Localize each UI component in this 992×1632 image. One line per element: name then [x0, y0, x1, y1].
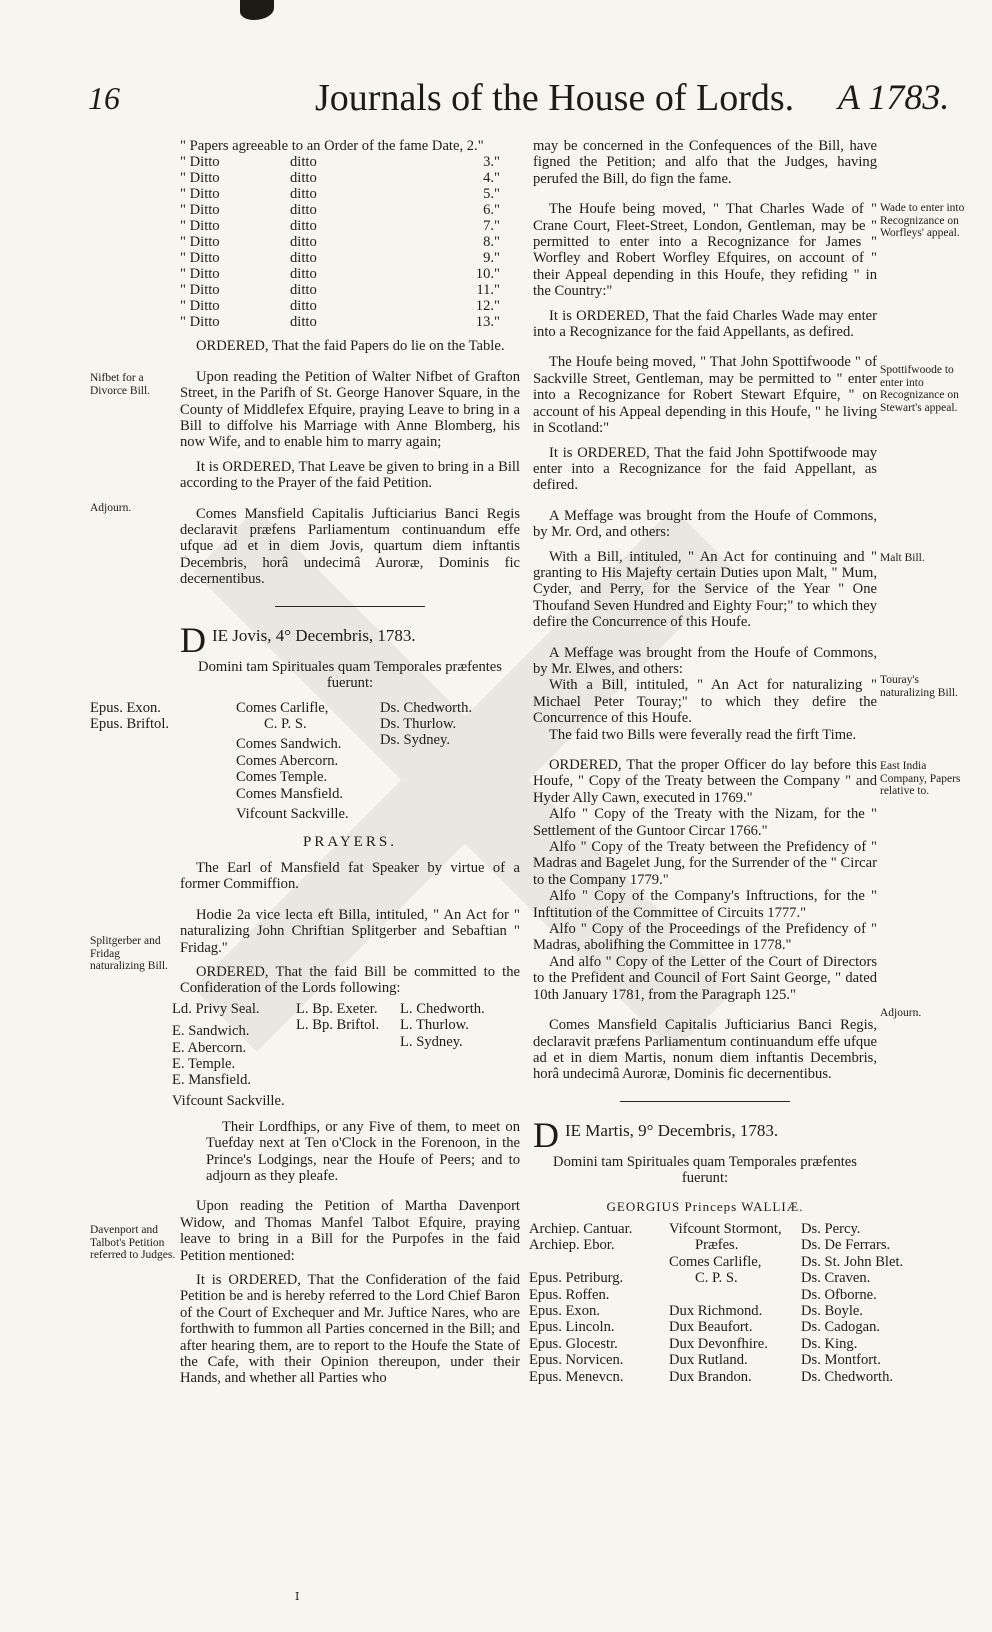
ditto-row — [180, 154, 520, 170]
ditto-cell: " Ditto — [180, 282, 220, 299]
committee-col-1 — [172, 1001, 285, 1109]
ditto-cell: " Ditto — [180, 250, 220, 267]
attendee: Dux Rutland. — [669, 1352, 748, 1369]
attendee: Comes Temple. — [236, 769, 328, 786]
margin-note-wade: Wade to enter into Recognizance on Worfleys' appeal. — [880, 202, 965, 239]
margin-note-east-india: East India Company, Papers relative to. — [880, 760, 961, 797]
wade-order: It is ORDERED, That the faid Charles Wade may enter into a Recognizance for the faid Appellants, as defired. — [533, 307, 877, 341]
ordered-lie: ORDERED, That the faid Papers do lie on the Table. — [196, 338, 505, 355]
attendee: Epus. Roffen. — [529, 1286, 610, 1303]
attendance-list-2 — [529, 1220, 904, 1391]
attendee: Dux Devonfhire. — [669, 1335, 768, 1352]
committee-member: Ld. Privy Seal. — [172, 1000, 260, 1017]
ditto-cell: ditto — [290, 250, 317, 267]
ditto-row — [180, 298, 520, 314]
ditto-cell: 3." — [483, 154, 500, 171]
ditto-cell: 13." — [475, 314, 500, 331]
committee-col-2 — [296, 1001, 379, 1034]
committee-member: L. Thurlow. — [400, 1017, 469, 1034]
attendee: Ds. Montfort. — [801, 1352, 881, 1369]
attendee: C. P. S. — [264, 715, 307, 732]
die-martis-text: IE Martis, 9° Decembris, 1783. — [565, 1120, 779, 1140]
attendee: Præfes. — [695, 1237, 739, 1254]
ditto-row — [180, 266, 520, 282]
continuation-paragraph: may be concerned in the Confequences of the Bill, have figned the Petition; and alfo that the Judges, having perufed the Bill, do fign the fame. — [533, 138, 877, 187]
ditto-cell: " Ditto — [180, 186, 220, 203]
attendee: Ds. Cadogan. — [801, 1319, 881, 1336]
attendee: Epus. Lincoln. — [529, 1319, 615, 1336]
attendee — [529, 1254, 632, 1270]
attendee: Ds. St. John Blet. — [801, 1253, 904, 1270]
committee-col-3 — [400, 1001, 485, 1050]
attendee: Epus. Norvicen. — [529, 1352, 624, 1369]
committee-member: E. Sandwich. — [172, 1023, 250, 1040]
domini-line-2: Domini tam Spirituales quam Temporales præfentes fuerunt: — [553, 1153, 857, 1187]
nisbet-order: It is ORDERED, That Leave be given to bring in a Bill according to the Prayer of the faid Petition. — [180, 458, 520, 492]
message-elwes: A Meffage was brought from the Houfe of Commons, by Mr. Elwes, and others: — [533, 644, 877, 677]
attendee: Ds. King. — [801, 1335, 858, 1352]
attendee: Dux Brandon. — [669, 1368, 752, 1385]
attendee: Archiep. Ebor. — [529, 1237, 615, 1254]
ditto-row — [180, 250, 520, 266]
attendee: Epus. Glocestr. — [529, 1335, 618, 1352]
ditto-cell: ditto — [290, 218, 317, 235]
margin-note-adjourn-right: Adjourn. — [880, 1007, 922, 1019]
attendee: Comes Abercorn. — [236, 752, 339, 769]
attendance-list-1 — [90, 699, 520, 824]
attendee: Comes Mansfield. — [236, 785, 344, 802]
ditto-cell: ditto — [290, 266, 317, 283]
attendance-2-col-3 — [801, 1221, 903, 1385]
committee-member: Vifcount Sackville. — [172, 1092, 285, 1109]
margin-note-spottiswoode: Spottifwoode to enter into Recognizance on Stewart's appeal. — [880, 364, 959, 414]
ink-blot — [240, 0, 274, 20]
east-india-item-4: Alfo " Copy of the Company's Inftructions, for the " Inftitution of the Committee of Circuits 1777." — [533, 888, 877, 921]
adjournment-2: Comes Mansfield Capitalis Jufticiarius Banci Regis, declaravit præfens Parliamentum continuandum effe ufque ad et in diem Martis, nonum diem inftantis Decembris, horâ undecimâ Auroræ, Dominis fic decernentibus. — [533, 1017, 877, 1083]
ditto-row — [180, 282, 520, 298]
malt-bill-paragraph: With a Bill, intituled, " An Act for continuing and " granting to His Majefty certain Duties upon Malt, " Mum, Cyder, and Perry, for the Service of the Year " One Thoufand Seven Hundred and Eighty Four;" to which they defire the Concurrence of this Houfe. — [533, 548, 877, 631]
ditto-row — [180, 218, 520, 234]
ditto-cell: " Ditto — [180, 218, 220, 235]
attendee: Dux Richmond. — [669, 1302, 763, 1319]
ditto-cell: ditto — [290, 154, 317, 171]
page-title: Journals of the House of Lords. — [315, 77, 795, 119]
committee-member: L. Chedworth. — [400, 1000, 485, 1017]
attendee: Ds. De Ferrars. — [801, 1237, 891, 1254]
margin-note-adjourn: Adjourn. — [90, 502, 132, 514]
east-india-item-3: Alfo " Copy of the Treaty between the Prefidency of " Madras and Bagelet Jung, for the Surrender of the " Circar to the Company 1779." — [533, 839, 877, 888]
drop-cap: D — [533, 1114, 559, 1155]
ditto-row — [180, 202, 520, 218]
attendee: Comes Carlifle, — [236, 699, 329, 716]
ditto-cell: 12." — [475, 298, 500, 315]
spottiswoode-moved: The Houfe being moved, " That John Spottifwoode " of Sackville Street, Gentleman, may be permitted to " enter into a Recognizance for Robert Stewart Efquire, " on account of his Appeal depending in this Houfe, " he living in Scotland:" — [533, 354, 877, 437]
committee-member: L. Bp. Exeter. — [296, 1000, 378, 1017]
die-jovis-text: IE Jovis, 4° Decembris, 1783. — [212, 625, 416, 645]
section-rule — [620, 1101, 790, 1102]
page-number: 16 — [88, 80, 120, 116]
margin-note-touray: Touray's naturalizing Bill. — [880, 674, 958, 699]
attendee: Archiep. Cantuar. — [529, 1220, 633, 1237]
ditto-cell: 4." — [483, 170, 500, 187]
ditto-cell: 10." — [475, 266, 500, 283]
attendee: Vifcount Sackville. — [236, 805, 349, 822]
ditto-cell: " Ditto — [180, 202, 220, 219]
ditto-cell: ditto — [290, 314, 317, 331]
attendee: Epus. Petriburg. — [529, 1270, 624, 1287]
ditto-cell: 6." — [483, 202, 500, 219]
ditto-cell: ditto — [290, 186, 317, 203]
ditto-cell: " Ditto — [180, 170, 220, 187]
committee-member: E. Mansfield. — [172, 1072, 252, 1089]
attendee: Ds. Percy. — [801, 1220, 861, 1237]
attendee: Ds. Boyle. — [801, 1302, 864, 1319]
attendee — [669, 1287, 782, 1303]
ditto-cell: 5." — [483, 186, 500, 203]
signature-mark: I — [295, 1590, 300, 1603]
ditto-cell: ditto — [290, 282, 317, 299]
committee-member: E. Temple. — [172, 1055, 236, 1072]
committed-paragraph: ORDERED, That the faid Bill be committed to the Confideration of the Lords following: — [180, 963, 520, 997]
die-jovis-heading — [180, 619, 520, 660]
east-india-item-6: And alfo " Copy of the Letter of the Court of Directors to the Prefident and Council of Fort Saint George, " dated 10th January 1781, from the Paragraph 125." — [533, 953, 877, 1003]
ditto-cell: 7." — [483, 218, 500, 235]
attendance-2-col-1 — [529, 1221, 632, 1385]
attendance-2-col-2 — [669, 1221, 782, 1385]
attendee: Ds. Thurlow. — [380, 715, 457, 732]
ditto-list — [180, 154, 520, 330]
margin-note-nisbet: Nifbet for a Divorce Bill. — [90, 372, 151, 397]
margin-note-malt: Malt Bill. — [880, 552, 925, 564]
attendee: Epus. Briftol. — [90, 715, 170, 732]
ditto-cell: " Ditto — [180, 298, 220, 315]
davenport-order: It is ORDERED, That the Confideration of the faid Petition be and is hereby referred to the Lord Chief Baron of the Court of Exchequer and Mr. Juftice Nares, who are forthwith to fummon all Parties concerned in the Bill; and after hearing them, are to report to the Houfe the State of the Cafe, with their Opinion thereupon, under their Hands, and whether all Parties who — [180, 1272, 520, 1387]
ditto-cell: ditto — [290, 170, 317, 187]
their-lordships-paragraph: Their Lordfhips, or any Five of them, to meet on Tuefday next at Ten o'Clock in the Forenoon, in the Prince's Lodgings, near the Houfe of Peers; and to adjourn as they pleafe. — [206, 1118, 520, 1184]
ditto-cell: ditto — [290, 234, 317, 251]
attendee: Epus. Exon. — [90, 699, 161, 716]
ditto-cell: " Ditto — [180, 154, 220, 171]
section-rule — [275, 606, 425, 607]
attendee: Ds. Chedworth. — [801, 1368, 894, 1385]
ditto-cell: 9." — [483, 250, 500, 267]
read-first-time: The faid two Bills were feverally read the firft Time. — [549, 726, 857, 743]
wade-moved: The Houfe being moved, " That Charles Wade of " Crane Court, Fleet-Street, London, Gentleman, may be " permitted to enter into a Recognizance for James " Worfley and Robert Worfley Efquires, on account of " their Appeal depending in this Houfe, they refiding " in the Country:" — [533, 201, 877, 300]
ditto-cell: ditto — [290, 298, 317, 315]
attendance-1-col-2 — [236, 700, 349, 823]
page-year: A 1783. — [838, 77, 950, 117]
margin-note-splitgerber: Splitgerber and Fridag naturalizing Bill. — [90, 935, 168, 972]
touray-bill-paragraph: With a Bill, intituled, " An Act for naturalizing " Michael Peter Touray;" to which they defire the Concurrence of this Houfe. — [533, 677, 877, 727]
page-header — [0, 60, 992, 130]
hodie-paragraph: Hodie 2a vice lecta eft Billa, intituled, " An Act for " naturalizing John Chriftian Splitgerber and Sebaftian " Fridag." — [180, 906, 520, 956]
attendee: C. P. S. — [695, 1270, 738, 1287]
committee-member: L. Bp. Briftol. — [296, 1017, 380, 1034]
ditto-cell: " Ditto — [180, 314, 220, 331]
papers-intro: " Papers agreeable to an Order of the fame Date, 2." — [180, 138, 484, 154]
east-india-order: ORDERED, That the proper Officer do lay before this Houfe, " Copy of the Treaty between the Company " and Hyder Ally Cawn, executed in 1769." — [533, 757, 877, 806]
attendee: Ds. Chedworth. — [380, 699, 473, 716]
attendee: Vifcount Stormont, — [669, 1220, 782, 1237]
davenport-paragraph: Upon reading the Petition of Martha Davenport Widow, and Thomas Manfel Talbot Efquire, praying leave to bring in a Bill for the Purpofes in the faid Petition mentioned: — [180, 1198, 520, 1264]
committee-list — [172, 1000, 520, 1119]
east-india-item-5: Alfo " Copy of the Proceedings of the Prefidency of " Madras, abolifhing the Committee in 1778." — [533, 921, 877, 954]
ditto-row — [180, 314, 520, 330]
attendee: Ds. Sydney. — [380, 732, 450, 749]
attendee: Ds. Ofborne. — [801, 1286, 877, 1303]
committee-member: E. Abercorn. — [172, 1039, 247, 1056]
spottiswoode-order: It is ORDERED, That the faid John Spottifwoode may enter into a Recognizance for the faid Appellant, as defired. — [533, 444, 877, 494]
drop-cap: D — [180, 619, 206, 660]
prayers-heading: PRAYERS. — [303, 833, 397, 850]
attendee: Comes Sandwich. — [236, 736, 342, 753]
die-martis-heading — [533, 1114, 877, 1155]
prince-line: GEORGIUS Princeps WALLIÆ. — [606, 1198, 804, 1214]
attendee: Ds. Craven. — [801, 1270, 871, 1287]
ditto-cell: " Ditto — [180, 234, 220, 251]
attendee: Dux Beaufort. — [669, 1319, 753, 1336]
attendee: Epus. Exon. — [529, 1302, 600, 1319]
ditto-cell: 8." — [483, 234, 500, 251]
adjournment-1: Comes Mansfield Capitalis Jufticiarius Banci Regis declaravit præfens Parliamentum continuandum effe ufque ad et in diem Jovis, quartum diem inftantis Decembris, horâ undecimâ Auroræ, Dominis fic decernentibus. — [180, 505, 520, 588]
ditto-row — [180, 186, 520, 202]
attendee: Comes Carlifle, — [669, 1253, 762, 1270]
speaker-paragraph: The Earl of Mansfield fat Speaker by virtue of a former Commiffion. — [180, 859, 520, 893]
message-ord: A Meffage was brought from the Houfe of Commons, by Mr. Ord, and others: — [533, 507, 877, 541]
attendee: Epus. Menevcn. — [529, 1368, 624, 1385]
ditto-cell: ditto — [290, 202, 317, 219]
ditto-cell: " Ditto — [180, 266, 220, 283]
east-india-item-2: Alfo " Copy of the Treaty with the Nizam, for the " Settlement of the Guntoor Circar 1766." — [533, 806, 877, 839]
ditto-row — [180, 234, 520, 250]
margin-note-davenport: Davenport and Talbot's Petition referred to Judges. — [90, 1224, 176, 1261]
nisbet-paragraph: Upon reading the Petition of Walter Nifbet of Grafton Street, in the Parifh of St. George Hanover Square, in the County of Middlefex Efquire, praying Leave to bring in a Bill to diffolve his Marriage with Anne Blomberg, his now Wife, and to enable him to marry again; — [180, 368, 520, 451]
attendance-1-col-3 — [380, 700, 472, 749]
attendance-1-col-1 — [90, 700, 169, 733]
domini-line-1: Domini tam Spirituales quam Temporales præfentes fuerunt: — [198, 658, 502, 692]
ditto-cell: 11." — [476, 282, 500, 299]
ditto-row — [180, 170, 520, 186]
committee-member: L. Sydney. — [400, 1033, 463, 1050]
